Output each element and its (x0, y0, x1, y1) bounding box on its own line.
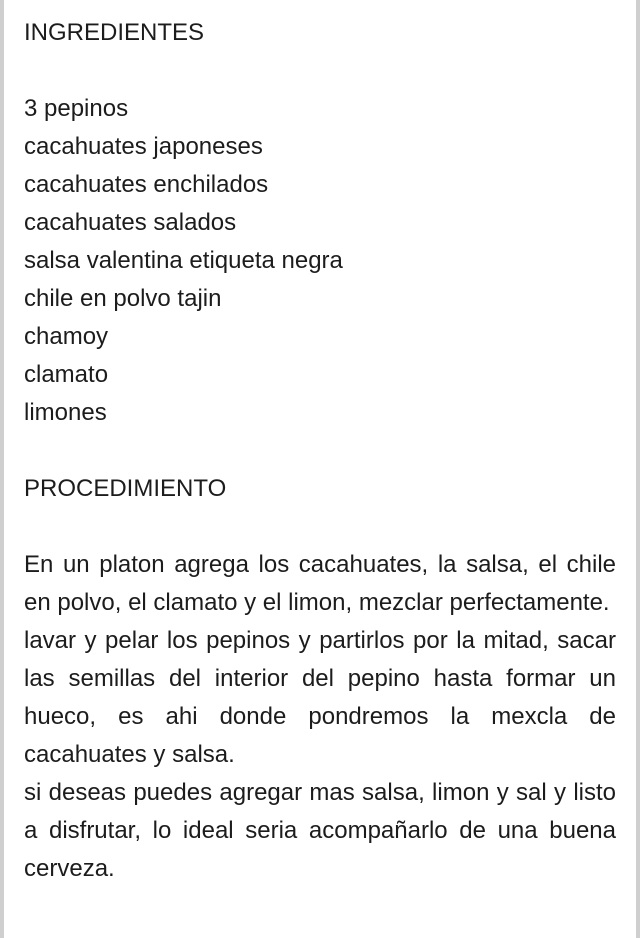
blank-line (24, 432, 616, 470)
blank-line (24, 52, 616, 90)
ingredient-item: cacahuates japoneses (24, 133, 263, 160)
procedure-heading: PROCEDIMIENTO (24, 475, 227, 502)
ingredient-item: chamoy (24, 323, 109, 350)
ingredients-heading: INGREDIENTES (24, 19, 205, 46)
procedure-step: lavar y pelar los pepinos y partirlos por la mitad, sacar las semillas del interior del pepino hasta formar un hueco, es ahi donde pondremos la mexcla de cacahuates y salsa. (24, 627, 616, 768)
ingredient-item: cacahuates enchilados (24, 171, 269, 198)
ingredient-item: chile en polvo tajin (24, 285, 222, 312)
procedure-step: si deseas puedes agregar mas salsa, limon y sal y listo a disfrutar, lo ideal seria acompañarlo de una buena cerveza. (24, 779, 616, 882)
blank-line (24, 508, 616, 546)
ingredient-item: clamato (24, 361, 109, 388)
ingredient-item: 3 pepinos (24, 95, 129, 122)
procedure-steps (24, 546, 616, 888)
ingredient-item: salsa valentina etiqueta negra (24, 247, 343, 274)
note-body[interactable] (24, 14, 616, 888)
ingredient-item: cacahuates salados (24, 209, 237, 236)
ingredients-list (24, 90, 616, 432)
ingredient-item: limones (24, 399, 107, 426)
procedure-step: En un platon agrega los cacahuates, la salsa, el chile en polvo, el clamato y el limon, mezclar perfectamente. (24, 551, 616, 616)
